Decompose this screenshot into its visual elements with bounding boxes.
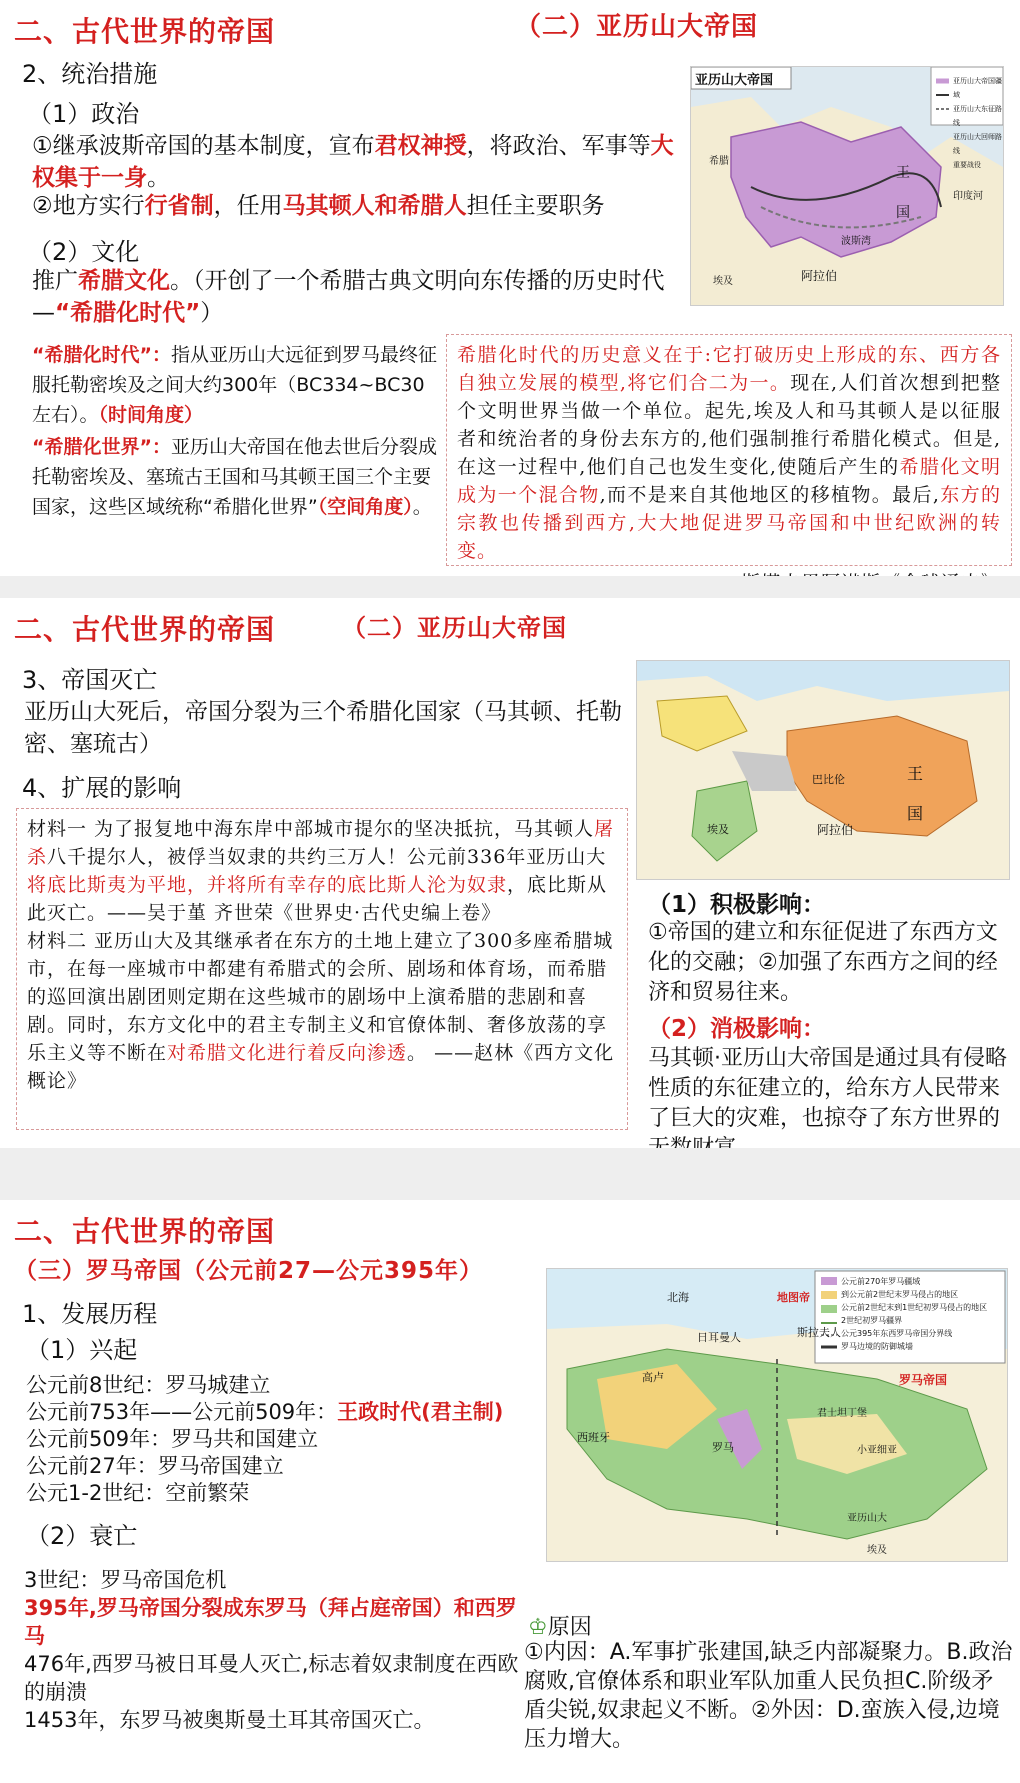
timeline-item: 公元前753年——公元前509年：王政时代(君主制): [26, 1400, 504, 1424]
culture-heading: （2）文化: [28, 238, 140, 266]
map2-label-egypt: 埃及: [707, 823, 729, 836]
panel2-subtitle: （二）亚历山大帝国: [342, 614, 567, 642]
positive-impact-heading: （1）积极影响：: [648, 892, 826, 918]
section-development: 1、发展历程: [22, 1300, 158, 1328]
politics-point-2: ②地方实行行省制，任用马其顿人和希腊人担任主要职务: [32, 193, 605, 219]
map2-label-babylon: 巴比伦: [812, 773, 845, 786]
source-materials: [16, 808, 628, 1130]
separator-1: [0, 576, 1020, 598]
map3-label-alexandria: 亚历山大: [847, 1513, 887, 1524]
politics-heading: （1）政治: [28, 100, 140, 128]
causes-heading: ♔原因: [528, 1615, 592, 1640]
panel-roman-empire: [0, 1200, 1020, 1783]
timeline-item: 1453年，东罗马被奥斯曼土耳其帝国灭亡。: [24, 1708, 435, 1732]
rise-timeline: [26, 1372, 536, 1507]
map1-label-greece: 希腊: [709, 156, 729, 167]
map3-label-slavs: 斯拉夫人: [797, 1326, 841, 1339]
map3-label-constantinople: 君士坦丁堡: [817, 1408, 867, 1419]
positive-impact-text: ①帝国的建立和东征促进了东西方文化的交融；②加强了东西方之间的经济和贸易往来。: [648, 920, 998, 1005]
hellenistic-age-definition: “希腊化时代”：指从亚历山大远征到罗马最终征服托勒密埃及之间大约300年（BC334~BC30左右）。（时间角度）: [32, 344, 437, 426]
map1-label-arabia: 阿拉伯: [801, 269, 838, 283]
empire-fall-text: 亚历山大死后，帝国分裂为三个希腊化国家（马其顿、托勒密、塞琉古）: [24, 699, 622, 757]
timeline-item: 395年,罗马帝国分裂成东罗马（拜占庭帝国）和西罗马: [24, 1596, 517, 1648]
negative-impact-heading: （2）消极影响：: [648, 1016, 826, 1042]
global-history-quote: 希腊化时代的历史意义在于:它打破历史上形成的东、西方各自独立发展的模型,将它们合二为一。现在,人们首次想到把整个文明世界当做一个单位。起先,埃及人和马其顿人是以征服者和统治者的身份去东方的,他们强制推行希腊化模式。但是,在这一过程中,他们自己也发生变化,使随后产生的希腊化文明成为一个混合物,而不是来自其他地区的移植物。最后,东方的宗教也传播到西方,大大地促进罗马帝国和中世纪欧洲的转变。: [446, 334, 1012, 566]
politics-point-1: ①继承波斯帝国的基本制度，宣布君权神授，将政治、军事等大权集于一身。: [32, 133, 674, 191]
map1-label-gulf: 波斯湾: [841, 236, 871, 247]
panel1-title: 二、古代世界的帝国: [14, 15, 276, 48]
negative-impact-text: 马其顿·亚历山大帝国是通过具有侵略性质的东征建立的，给东方人民带来了巨大的灾难，也掠夺了东方世界的: [648, 1046, 1007, 1131]
timeline-item: 公元前509年：罗马共和国建立: [26, 1427, 319, 1451]
timeline-item: 公元1-2世纪：空前繁荣: [26, 1481, 250, 1505]
section-rule-measures: 2、统治措施: [22, 60, 158, 88]
map1-legend: 亚历山大帝国疆域 亚历山大东征路线 亚历山大回师路线 重要战役: [953, 77, 1002, 169]
panel1-subtitle: （二）亚历山大帝国: [515, 12, 759, 42]
map2-label-arabia: 阿拉伯: [817, 823, 854, 837]
timeline-item: 公元前8世纪：罗马城建立: [26, 1373, 271, 1397]
map3-label-egypt: 埃及: [867, 1545, 887, 1556]
hellenistic-kingdoms-map: [636, 660, 1010, 880]
map1-label-indus: 印度河: [953, 191, 983, 202]
map2-label-wang: 王: [907, 764, 924, 783]
map3-legend: 公元前270年罗马疆域 到公元前2世纪末罗马侵占的地区 公元前2世纪末到1世纪初罗马侵占的地区 2世纪初罗马疆界 公元395年东西罗马帝国分界线 罗马边境的防御城墙: [841, 1277, 988, 1351]
map3-label-gaul: 高卢: [642, 1371, 664, 1384]
decline-heading: （2）衰亡: [26, 1522, 138, 1550]
map3-label-rome: 罗马: [712, 1441, 734, 1454]
timeline-item: 3世纪：罗马帝国危机: [24, 1568, 227, 1592]
panel3-subtitle: （三）罗马帝国（公元前27—公元395年）: [14, 1258, 484, 1284]
alexander-empire-map: [690, 66, 1004, 306]
map3-label-germans: 日耳曼人: [697, 1331, 741, 1344]
map2-graphic: [637, 661, 1009, 879]
culture-text: 推广希腊文化。（开创了一个希腊古典文明向东传播的历史时代—“希腊化时代”）: [32, 268, 665, 326]
causes-text: ①内因：A.军事扩张建国,缺乏内部凝聚力。B.政治腐败,官僚体系和职业军队加重人民负担C.阶级矛盾尖锐,奴隶起义不断。②外因：D.蛮族入侵,边境压力增大。: [524, 1640, 1013, 1752]
panel3-title: 二、古代世界的帝国: [14, 1215, 276, 1248]
map3-label-roman-empire: 罗马帝国: [899, 1373, 948, 1387]
decline-timeline: [24, 1566, 534, 1734]
panel-alexander-rule: [0, 0, 1020, 576]
timeline-item: 公元前27年：罗马帝国建立: [26, 1454, 284, 1478]
timeline-item: 476年,西罗马被日耳曼人灭亡,标志着奴隶制度在西欧的崩溃: [24, 1652, 519, 1704]
map1-label-wang: 王: [896, 165, 910, 181]
map3-label-northsea: 北海: [667, 1291, 689, 1304]
material-two: 材料二 亚历山大及其继承者在东方的土地上建立了300多座希腊城市，在每一座城市中都建有希腊式的会所、剧场和体育场，而希腊的巡回演出剧团则定期在这些城市的剧场中上演希腊的悲剧和喜剧。同时，东方文化中的君主专制主义和官僚体制、奢侈放荡的享乐主义等不断在对希腊文化进行着反向渗透。 ——赵林《西方文化概论》: [27, 930, 615, 1092]
map1-label-egypt: 埃及: [713, 276, 733, 287]
panel-alexander-fall: [0, 598, 1020, 1148]
map1-label-guo: 国: [896, 205, 910, 221]
separator-2: [0, 1148, 1020, 1200]
hellenistic-world-definition: “希腊化世界”：亚历山大帝国在他去世后分裂成托勒密埃及、塞琉古王国和马其顿王国三个主要国家，这些区域统称“希腊化世界”（空间角度）。: [32, 436, 437, 518]
map1-title: 亚历山大帝国: [695, 73, 774, 88]
section-extended-impact: 4、扩展的影响: [22, 774, 182, 802]
material-one: 材料一 为了报复地中海东岸中部城市提尔的坚决抵抗，马其顿人屠杀八千提尔人，被俘当奴隶的共约三万人！公元前336年亚历山大将底比斯夷为平地，并将所有幸存的底比斯人沦为奴隶，底比斯从此灭亡。——吴于堇 齐世荣《世界史·古代史编上卷》: [27, 818, 615, 924]
map3-label-asia-minor: 小亚细亚: [857, 1445, 897, 1456]
map3-label-spain: 西班牙: [577, 1431, 610, 1444]
panel2-title: 二、古代世界的帝国: [14, 613, 276, 646]
rise-heading: （1）兴起: [26, 1336, 138, 1364]
map3-label-title: 地图帝: [777, 1291, 810, 1304]
crown-icon: ♔: [528, 1615, 548, 1640]
roman-empire-map: [546, 1268, 1008, 1562]
section-empire-fall: 3、帝国灭亡: [22, 666, 158, 694]
map2-label-guo: 国: [907, 804, 924, 823]
